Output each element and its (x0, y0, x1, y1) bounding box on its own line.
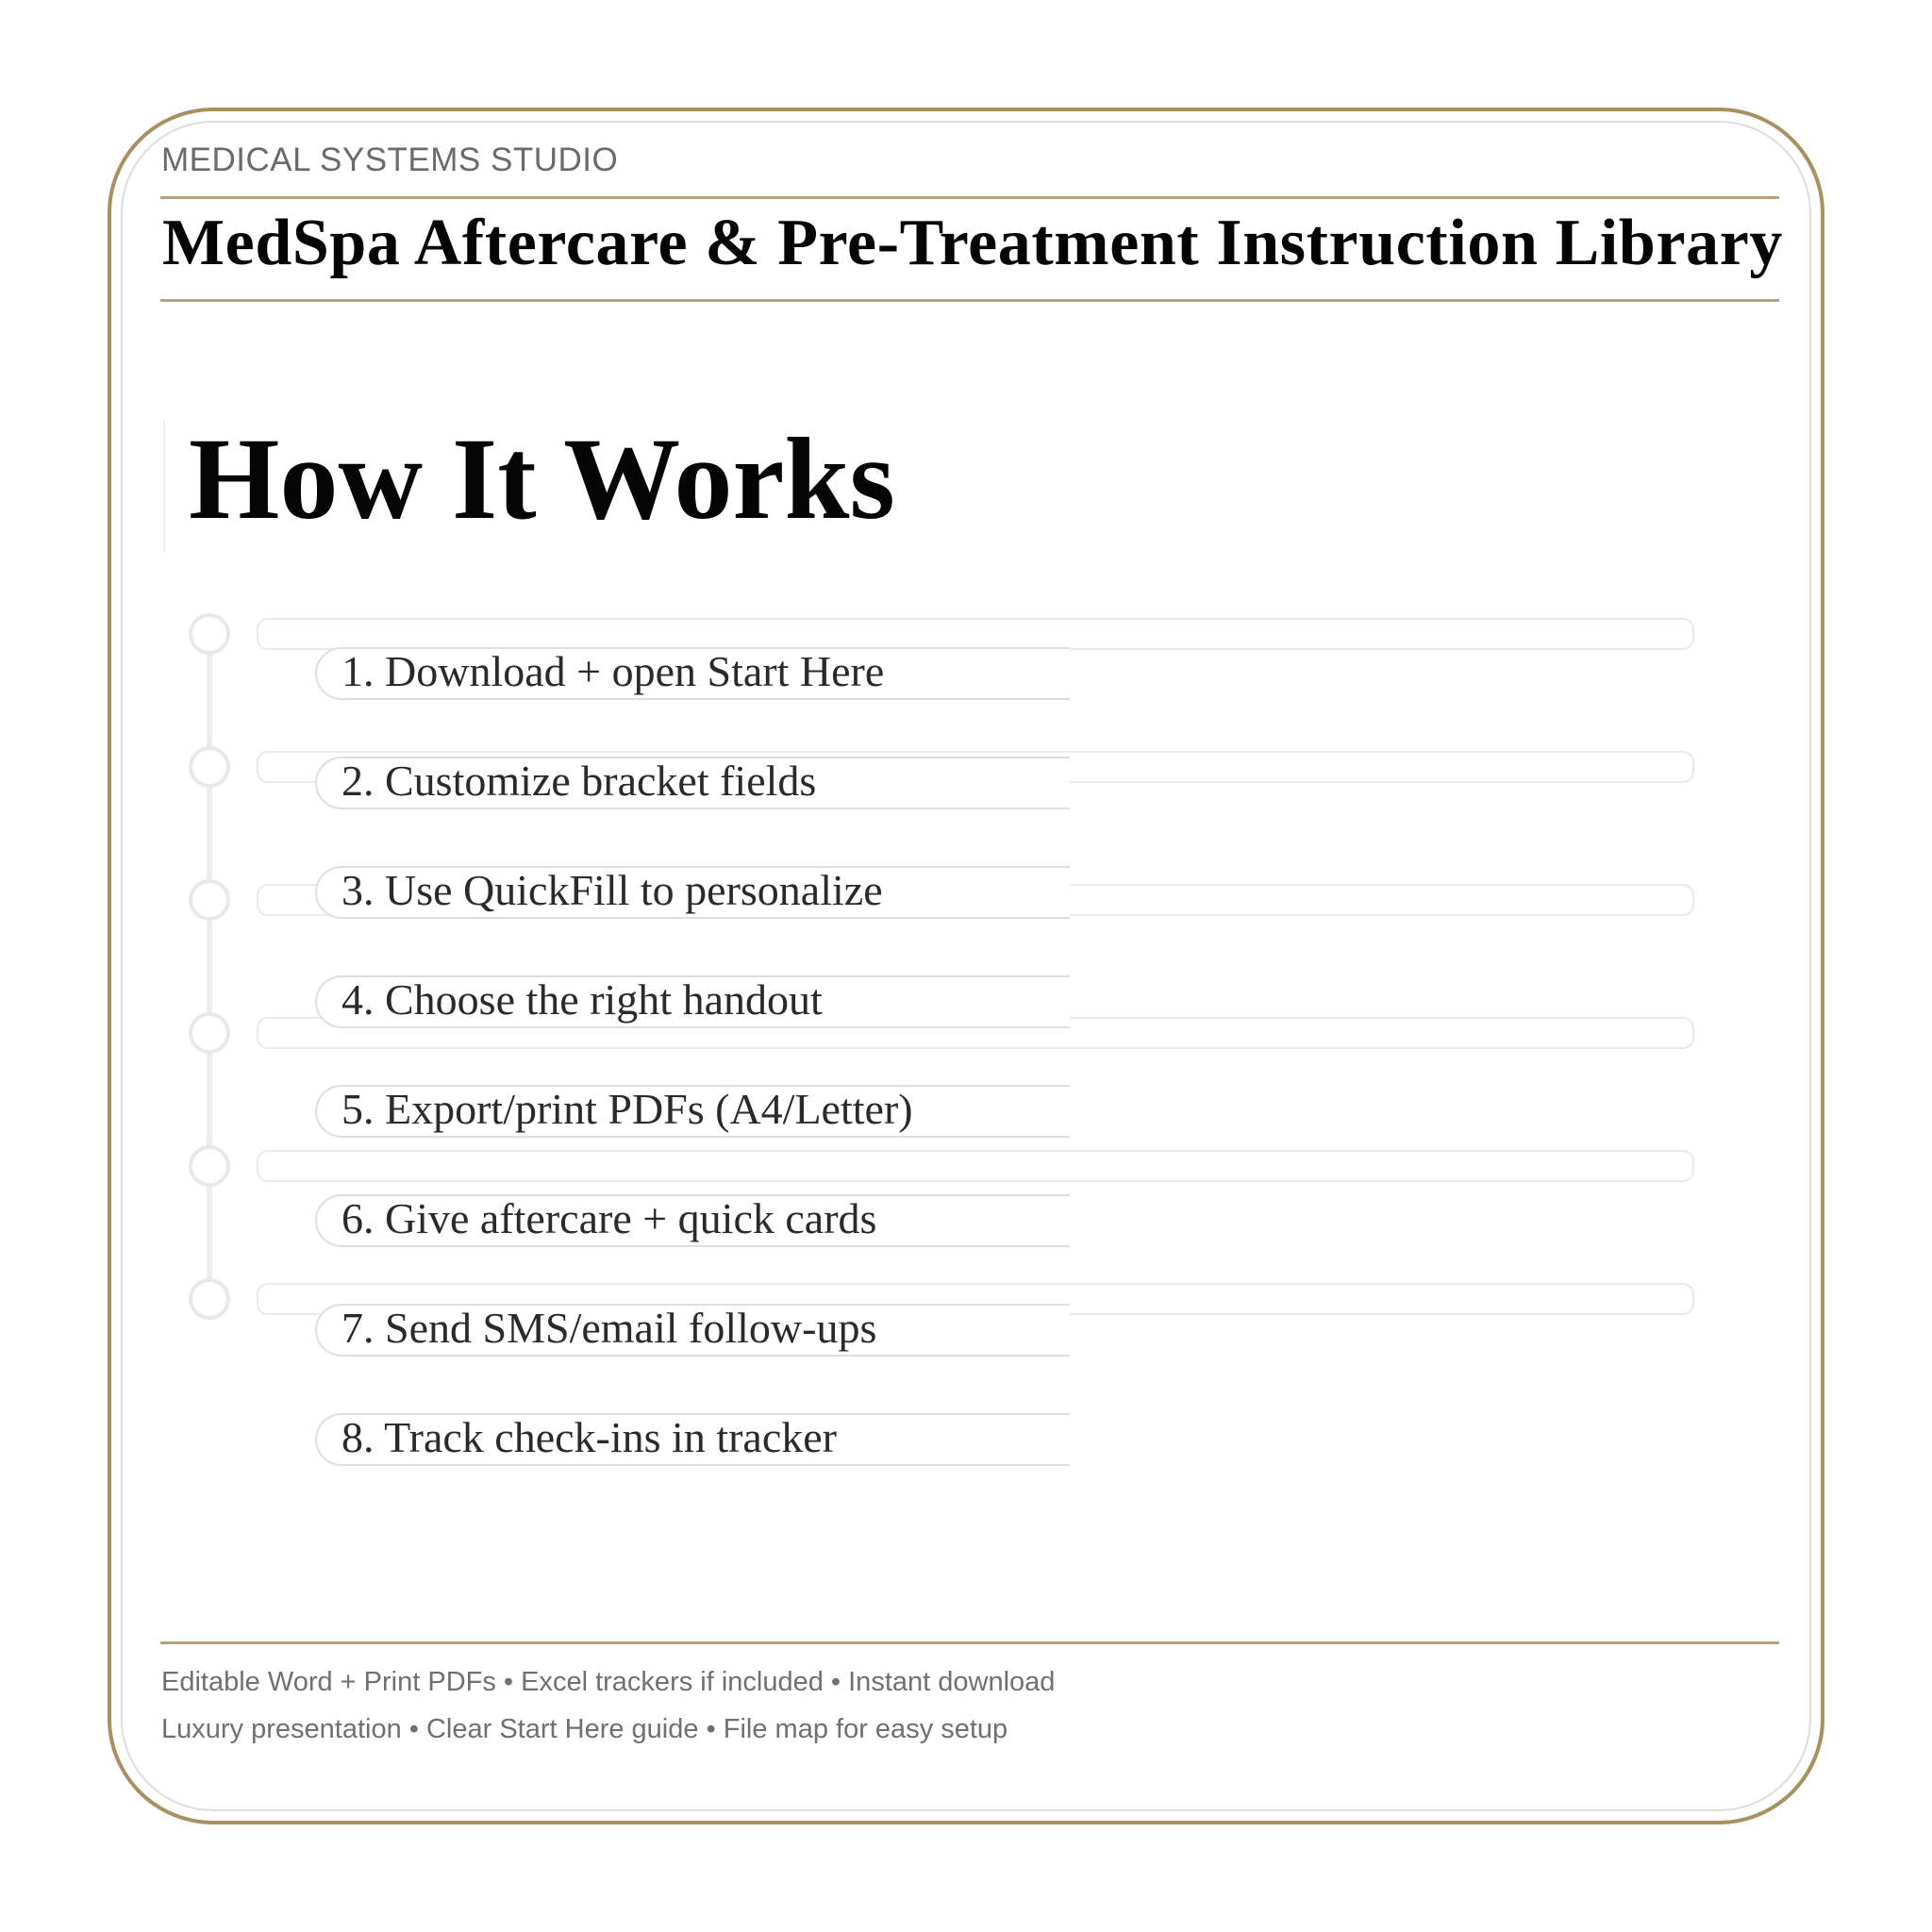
section-heading: How It Works (189, 414, 895, 543)
timeline-node (189, 746, 230, 788)
timeline-node (189, 1145, 230, 1187)
divider-title (160, 299, 1779, 302)
timeline-node (189, 1278, 230, 1320)
features-line-1: Editable Word + Print PDFs • Excel trackers if included • Instant download (161, 1667, 1056, 1697)
step-item-2 (315, 757, 1070, 809)
timeline-node (189, 879, 230, 921)
step-label: 6. Give aftercare + quick cards (341, 1194, 877, 1242)
step-item-3 (315, 866, 1070, 919)
heading-edge (163, 420, 165, 552)
document-title: MedSpa Aftercare & Pre-Treatment Instruction Library (162, 207, 1784, 279)
step-label: 1. Download + open Start Here (341, 647, 885, 695)
step-item-8 (315, 1413, 1070, 1466)
step-label: 2. Customize bracket fields (341, 757, 817, 805)
timeline-node (189, 613, 230, 655)
step-item-4 (315, 975, 1070, 1028)
timeline-node (189, 1012, 230, 1054)
step-item-1 (315, 647, 1070, 700)
step-item-6 (315, 1194, 1070, 1247)
inner-frame (121, 121, 1811, 1811)
step-label: 3. Use QuickFill to personalize (341, 866, 883, 914)
timeline-line (207, 636, 212, 1300)
features-line-2: Luxury presentation • Clear Start Here guide • File map for easy setup (161, 1714, 1008, 1744)
step-label: 4. Choose the right handout (341, 975, 823, 1024)
divider-footer (160, 1641, 1779, 1644)
step-item-7 (315, 1304, 1070, 1357)
divider-top (160, 196, 1779, 199)
step-item-5 (315, 1085, 1070, 1138)
ghost-row-bar (257, 1150, 1694, 1182)
brand-name: MEDICAL SYSTEMS STUDIO (161, 142, 619, 178)
step-label: 5. Export/print PDFs (A4/Letter) (341, 1085, 913, 1133)
step-label: 7. Send SMS/email follow-ups (341, 1304, 877, 1352)
step-label: 8. Track check-ins in tracker (341, 1413, 838, 1461)
